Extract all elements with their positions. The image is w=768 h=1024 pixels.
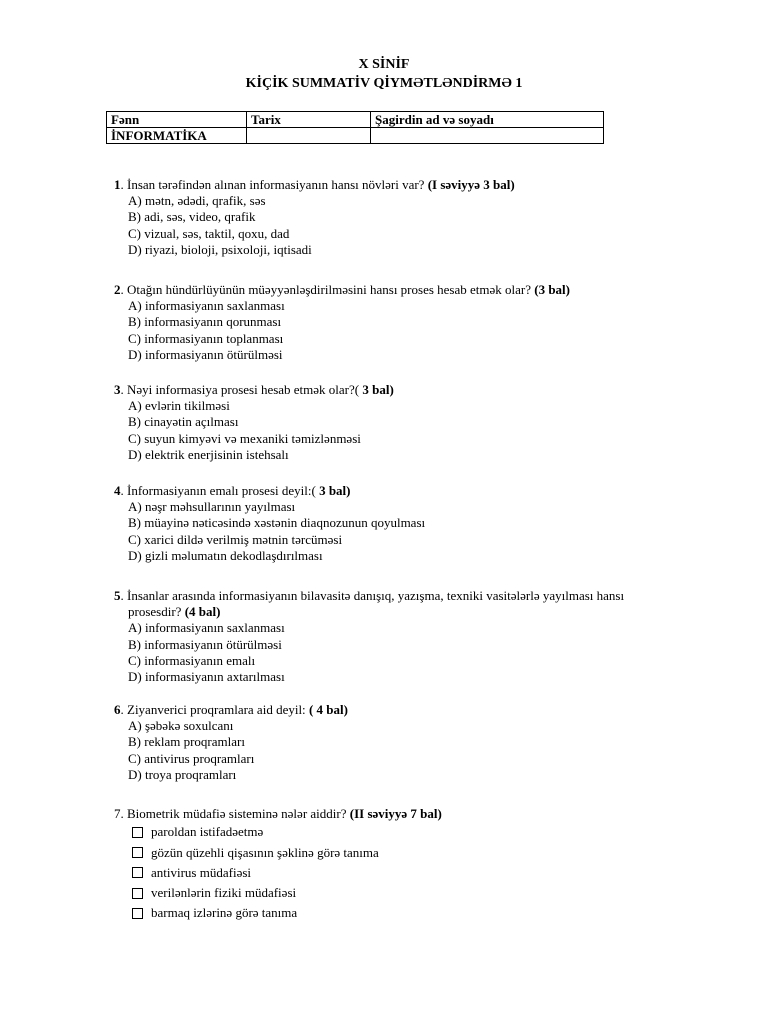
option-b[interactable]: B) cinayətin açılması	[128, 414, 239, 430]
option-a[interactable]: A) mətn, ədədi, qrafik, səs	[128, 193, 266, 209]
checkbox-label: barmaq izlərinə görə tanıma	[151, 905, 298, 921]
option-b[interactable]: B) informasiyanın ötürülməsi	[128, 636, 282, 652]
checkbox-option-1[interactable]	[114, 822, 674, 842]
option-c[interactable]: C) antivirus proqramları	[128, 750, 255, 766]
question-points: (4 bal)	[181, 604, 221, 620]
checkbox-icon[interactable]	[132, 867, 143, 878]
subject-header: Fənn	[107, 112, 247, 128]
option-d[interactable]: D) gizli məlumatın dekodlaşdırılması	[128, 547, 323, 563]
subject-value: İNFORMATİKA	[107, 128, 247, 144]
checkbox-option-3[interactable]	[114, 863, 674, 883]
question-stem	[114, 282, 674, 298]
option-a[interactable]: A) informasiyanın saxlanması	[128, 298, 285, 314]
question-points: 3 bal)	[315, 483, 351, 498]
question-5	[114, 588, 674, 685]
question-number: 6	[114, 702, 121, 717]
question-stem	[114, 382, 674, 398]
question-4	[114, 483, 674, 564]
option-b[interactable]: B) adi, səs, video, qrafik	[128, 209, 256, 225]
question-points: 3 bal)	[359, 382, 394, 397]
question-text: . İnsanlar arasında informasiyanın bilavasitə danışıq, yazışma, texniki vasitələrlə yayılması hansı	[120, 588, 625, 603]
question-stem	[114, 588, 674, 604]
checkbox-icon[interactable]	[132, 908, 143, 919]
option-c[interactable]: C) xarici dildə verilmiş mətnin tərcüməsi	[128, 531, 343, 547]
student-name-value[interactable]	[371, 128, 604, 144]
checkbox-icon[interactable]	[132, 888, 143, 899]
question-text: . Otağın hündürlüyünün müəyyənləşdirilməsini hansı proses hesab etmək olar?	[120, 282, 531, 297]
checkbox-label: gözün qüzehli qişasının şəklinə görə tanıma	[151, 844, 379, 860]
question-text: . Ziyanverici proqramlara aid deyil:	[120, 702, 306, 717]
question-points: ( 4 bal)	[305, 702, 348, 717]
option-c[interactable]: C) vizual, səs, taktil, qoxu, dad	[128, 225, 290, 241]
class-title: X SİNİF	[358, 57, 410, 72]
question-text-cont: prosesdir?	[128, 604, 182, 620]
question-stem	[114, 177, 674, 193]
checkbox-label: verilənlərin fiziki müdafiəsi	[151, 885, 297, 901]
question-text: . İnformasiyanın emalı prosesi deyil:(	[120, 483, 316, 498]
question-text: . İnsan tərəfindən alınan informasiyanın hansı növləri var?	[120, 177, 425, 192]
info-table-value-row	[107, 128, 604, 144]
question-1	[114, 177, 674, 258]
checkbox-icon[interactable]	[132, 827, 143, 838]
option-d[interactable]: D) informasiyanın axtarılması	[128, 669, 285, 685]
option-c[interactable]: C) informasiyanın toplanması	[128, 330, 284, 346]
option-d[interactable]: D) troya proqramları	[128, 766, 237, 782]
option-a[interactable]: A) şəbəkə soxulcanı	[128, 718, 234, 734]
option-b[interactable]: B) informasiyanın qorunması	[128, 314, 282, 330]
option-a[interactable]: A) informasiyanın saxlanması	[128, 620, 285, 636]
student-name-header: Şagirdin ad və soyadı	[371, 112, 604, 128]
checkbox-option-5[interactable]	[114, 903, 674, 923]
question-number: 7	[114, 806, 121, 821]
question-2	[114, 282, 674, 363]
question-6	[114, 702, 674, 783]
question-3	[114, 382, 674, 463]
option-c[interactable]: C) informasiyanın emalı	[128, 652, 256, 668]
option-a[interactable]: A) evlərin tikilməsi	[128, 398, 230, 414]
date-value[interactable]	[247, 128, 371, 144]
checkbox-option-4[interactable]	[114, 883, 674, 903]
question-stem	[114, 806, 674, 822]
question-stem	[114, 702, 674, 718]
question-number: 2	[114, 282, 121, 297]
question-7	[114, 806, 674, 924]
question-number: 4	[114, 483, 121, 498]
question-text: . Nəyi informasiya prosesi hesab etmək olar?(	[120, 382, 360, 397]
question-number: 3	[114, 382, 121, 397]
option-a[interactable]: A) nəşr məhsullarının yayılması	[128, 499, 296, 515]
question-points: (II səviyyə 7 bal)	[346, 806, 442, 821]
checkbox-icon[interactable]	[132, 847, 143, 858]
question-number: 1	[114, 177, 121, 192]
student-info-table	[106, 111, 604, 144]
question-points: (3 bal)	[531, 282, 570, 297]
checkbox-label: paroldan istifadəetmə	[151, 824, 264, 840]
date-header: Tarix	[247, 112, 371, 128]
info-table-header-row	[107, 112, 604, 128]
option-d[interactable]: D) informasiyanın ötürülməsi	[128, 346, 283, 362]
option-c[interactable]: C) suyun kimyəvi və mexaniki təmizlənməsi	[128, 430, 361, 446]
question-stem	[114, 483, 674, 499]
question-points: (I səviyyə 3 bal)	[424, 177, 515, 192]
question-number: 5	[114, 588, 121, 603]
option-b[interactable]: B) reklam proqramları	[128, 734, 245, 750]
checkbox-option-2[interactable]	[114, 843, 674, 863]
question-stem-continuation	[114, 604, 674, 620]
question-text: . Biometrik müdafiə sisteminə nələr aiddir?	[120, 806, 347, 821]
checkbox-label: antivirus müdafiəsi	[151, 864, 252, 880]
option-d[interactable]: D) elektrik enerjisinin istehsalı	[128, 446, 289, 462]
option-b[interactable]: B) müayinə nəticəsində xəstənin diaqnozunun qoyulması	[128, 515, 426, 531]
option-d[interactable]: D) riyazi, bioloji, psixoloji, iqtisadi	[128, 241, 312, 257]
assessment-title: KİÇİK SUMMATİV QİYMƏTLƏNDİRMƏ 1	[245, 76, 523, 91]
